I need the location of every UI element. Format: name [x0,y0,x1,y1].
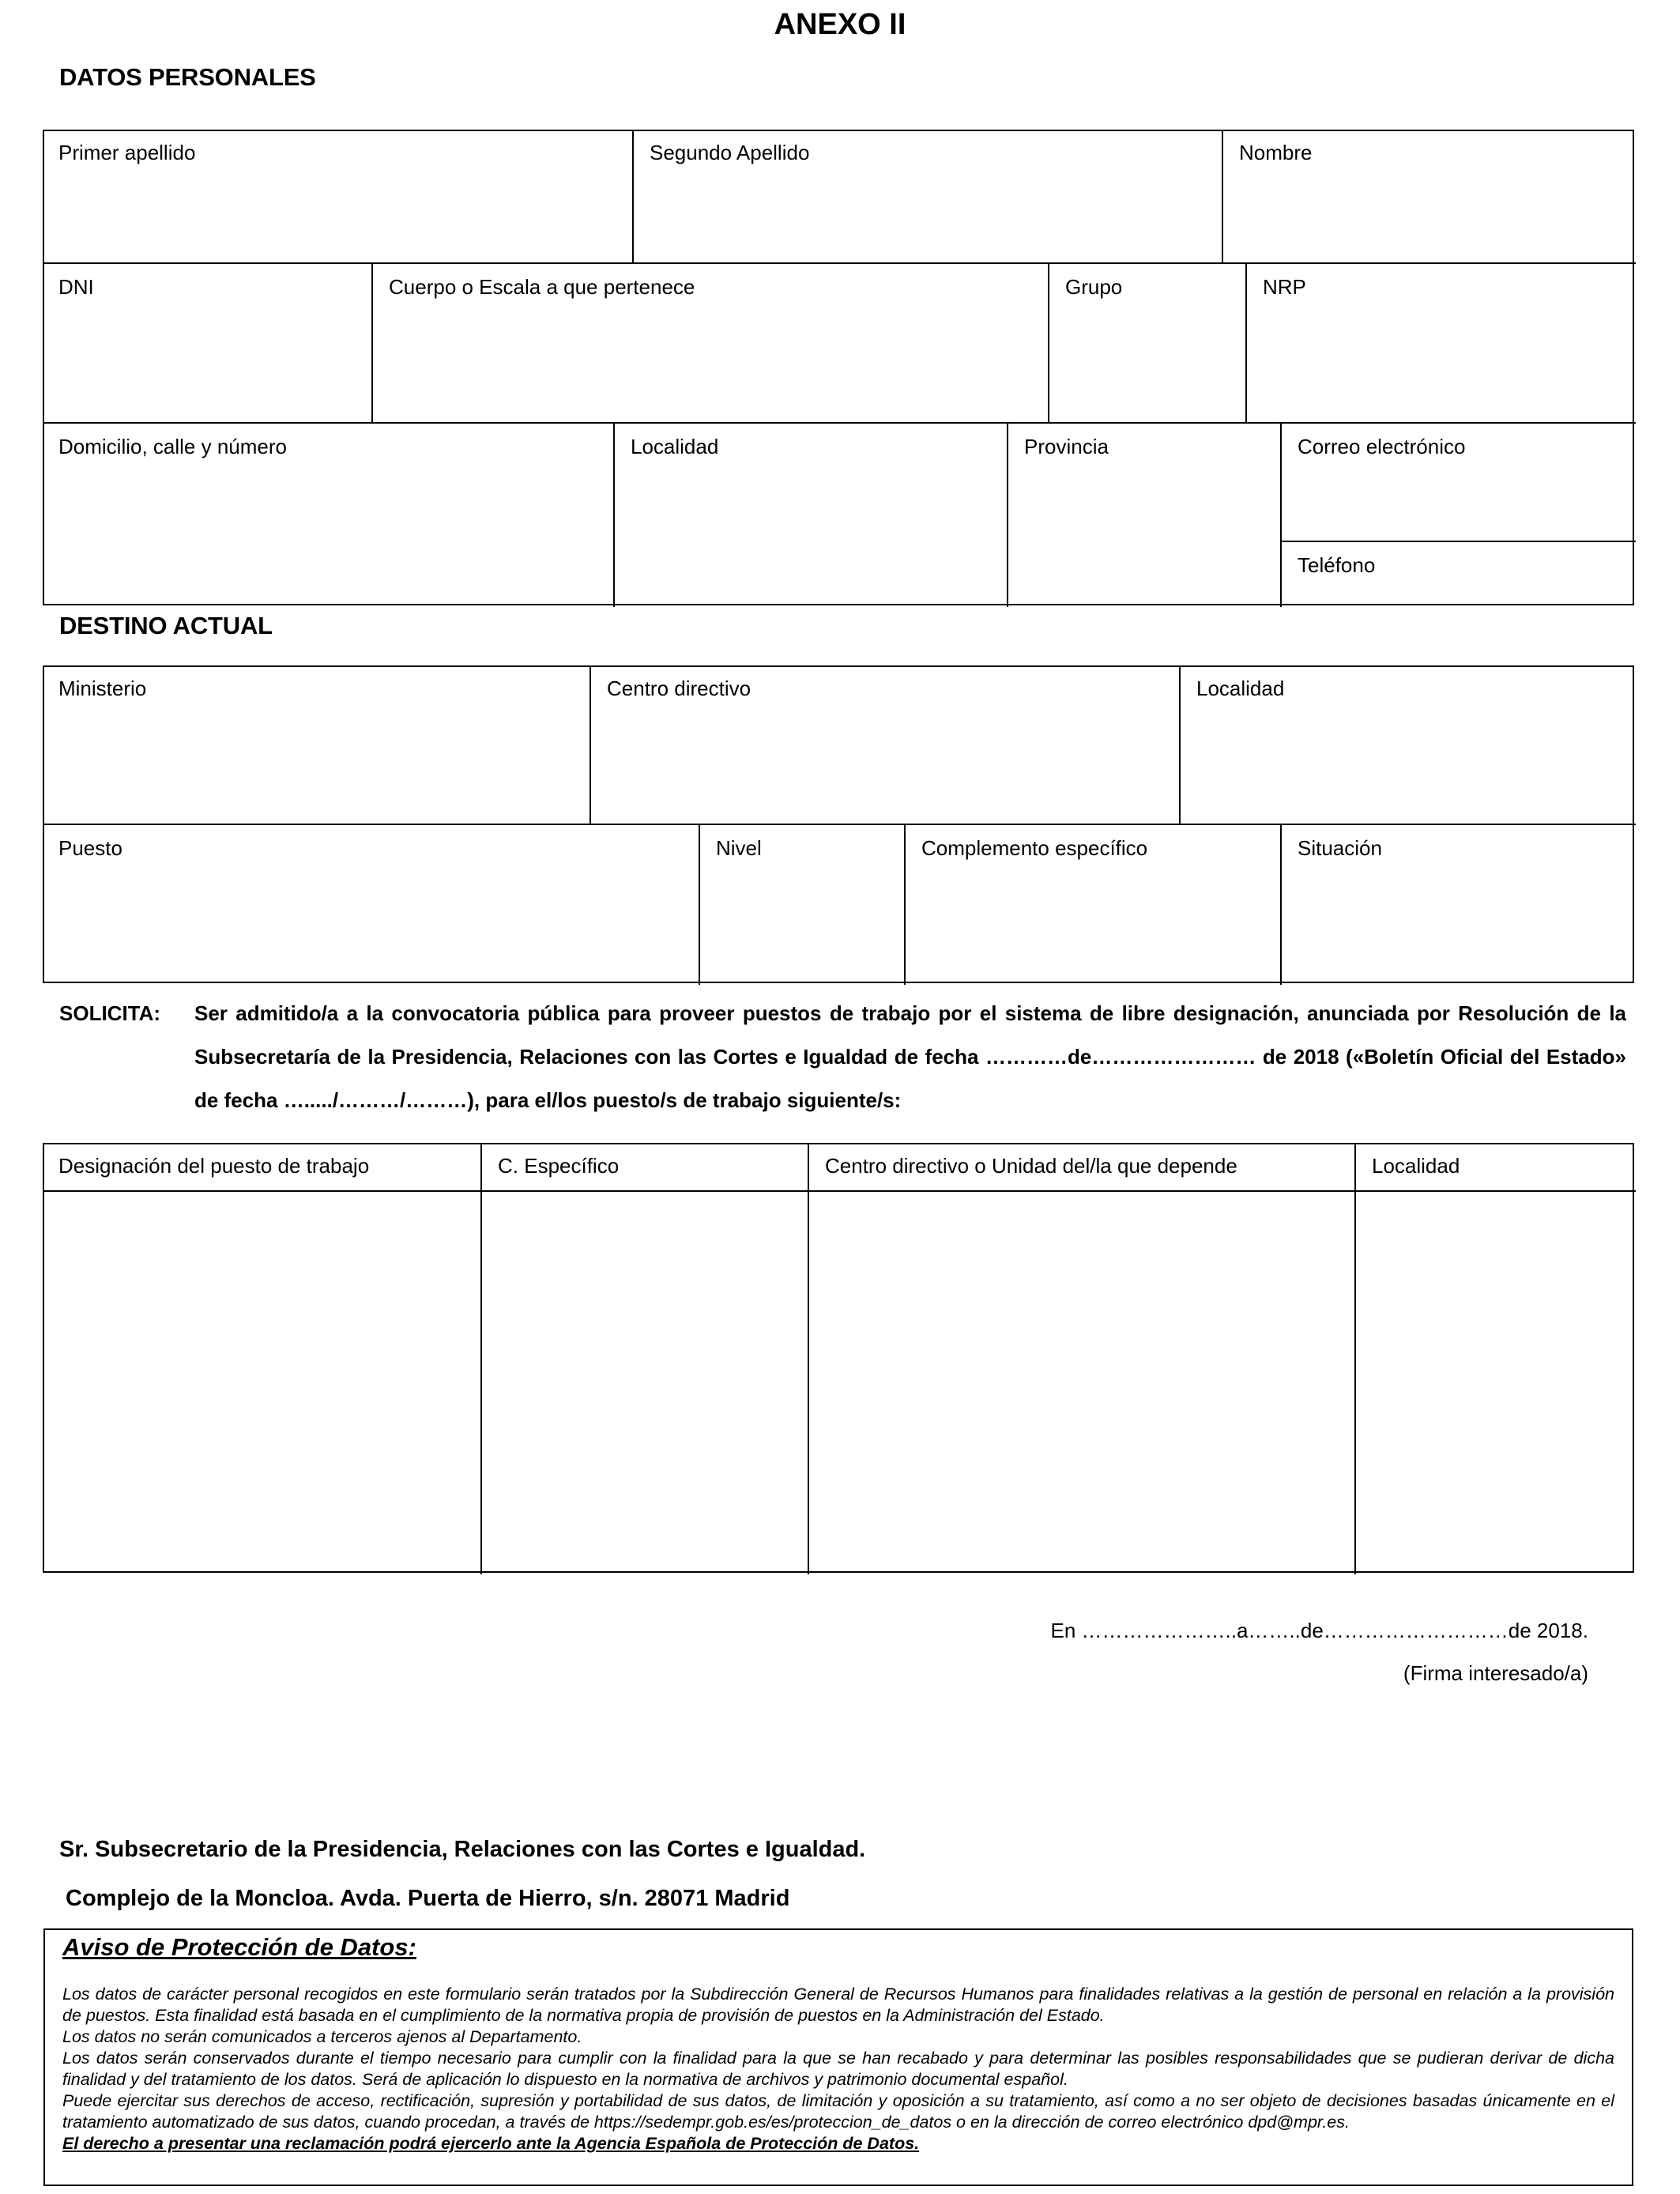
solicita-label: SOLICITA: [59,1001,161,1025]
table-cell-designacion[interactable] [43,1190,480,1574]
field-label: Segundo Apellido [650,141,810,164]
field-label: Ministerio [58,677,147,700]
signature-caption: (Firma interesado/a) [1403,1661,1588,1685]
field-label: Centro directivo [607,677,751,700]
field-label: Complemento específico [921,836,1148,860]
field-cuerpo-escala[interactable] [371,262,1048,422]
privacy-paragraph: Los datos de carácter personal recogidos en este formulario serán tratados por la Subdirección General de Recursos Humanos para finalidades relativas a la gestión de personal en relación a la provisión de puestos. Esta finalidad está basada en el cumplimiento de la normativa propia de provisión de puestos en la Administración del Estado. [62,1985,1614,2025]
field-localidad[interactable] [613,422,1007,607]
field-label: Grupo [1065,275,1123,299]
table-header-c-especifico [480,1143,808,1192]
field-provincia[interactable] [1007,422,1280,607]
field-primer-apellido[interactable] [43,130,632,264]
field-label: Nivel [716,836,762,860]
privacy-notice-body [62,1984,1614,2154]
signature-place-date: En …………………..a……..de………………………de 2018. [1050,1619,1588,1642]
column-header: Centro directivo o Unidad del/la que depende [825,1154,1237,1178]
column-header: Localidad [1372,1154,1460,1178]
column-header: C. Específico [498,1154,620,1178]
privacy-notice-title: Aviso de Protección de Datos: [62,1933,416,1961]
field-puesto[interactable] [43,824,699,985]
section-heading-datos-personales: DATOS PERSONALES [59,63,316,91]
field-label: Localidad [631,435,719,458]
privacy-paragraph: Los datos serán conservados durante el tiempo necesario para cumplir con la finalidad para la que se han recabado y para determinar las posibles responsabilidades que se pudieran derivar de dicha finalidad y del tratamiento de los datos. Será de aplicación lo dispuesto en la normativa de archivos y patrimonio documental español. [62,2049,1614,2089]
field-telefono[interactable] [1280,541,1636,607]
datos-personales-grid [43,130,1634,605]
field-situacion[interactable] [1280,824,1636,985]
field-label: Primer apellido [58,141,196,164]
table-header-centro-directivo [808,1143,1354,1192]
field-label: DNI [58,275,94,299]
section-heading-destino-actual: DESTINO ACTUAL [59,612,273,639]
field-label: Localidad [1196,677,1285,700]
field-nombre[interactable] [1222,130,1636,264]
solicita-text: Ser admitido/a a la convocatoria pública para proveer puestos de trabajo por el sistema de libre designación, anunciada por Resolución de la Subsecretaría de la Presidencia, Relaciones con las Cortes e Igualdad de fecha …………de…………………… de 2018 («Boletín Oficial del Estado» de fecha …...../………/………), para el/los puesto/s de trabajo siguiente/s: [194,1001,1626,1112]
field-complemento-especifico[interactable] [904,824,1280,985]
field-nivel[interactable] [699,824,904,985]
field-label: Cuerpo o Escala a que pertenece [389,275,695,299]
privacy-paragraph: Puede ejercitar sus derechos de acceso, rectificación, supresión y portabilidad de sus datos, de limitación y oposición a su tratamiento, así como a no ser objeto de decisiones basadas únicamente en el tratamiento automatizado de sus datos, cuando procedan, a través de https://sedempr.gob.es/es/proteccion_de_datos o en la dirección de correo electrónico dpd@mpr.es. [62,2091,1614,2132]
column-header: Designación del puesto de trabajo [58,1154,370,1178]
field-grupo[interactable] [1048,262,1245,422]
table-cell-localidad[interactable] [1354,1190,1636,1574]
addressee-line-1: Sr. Subsecretario de la Presidencia, Relaciones con las Cortes e Igualdad. [59,1837,866,1862]
privacy-paragraph: Los datos no serán comunicados a terceros ajenos al Departamento. [62,2027,582,2046]
field-localidad-destino[interactable] [1179,665,1636,825]
field-ministerio[interactable] [43,665,590,825]
field-label: Nombre [1239,141,1313,164]
field-domicilio[interactable] [43,422,613,607]
field-label: Puesto [58,836,122,860]
table-header-designacion [43,1143,480,1192]
privacy-closing: El derecho a presentar una reclamación podrá ejercerlo ante la Agencia Española de Protección de Datos. [62,2134,920,2153]
table-cell-c-especifico[interactable] [480,1190,808,1574]
field-label: Correo electrónico [1298,435,1466,458]
destino-actual-grid [43,665,1634,983]
privacy-notice-box [43,1928,1633,2186]
field-label: Situación [1298,836,1382,860]
field-label: NRP [1263,275,1306,299]
puestos-table [43,1143,1634,1573]
table-cell-centro-directivo[interactable] [808,1190,1354,1574]
field-centro-directivo[interactable] [590,665,1179,825]
table-header-localidad [1354,1143,1636,1192]
field-label: Provincia [1024,435,1109,458]
field-label: Domicilio, calle y número [58,435,287,458]
field-segundo-apellido[interactable] [632,130,1222,264]
field-dni[interactable] [43,262,371,422]
addressee-line-2: Complejo de la Moncloa. Avda. Puerta de Hierro, s/n. 28071 Madrid [66,1886,790,1911]
field-label: Teléfono [1298,553,1376,577]
document-title: ANEXO II [774,8,906,41]
field-nrp[interactable] [1245,262,1636,422]
field-correo-electronico[interactable] [1280,422,1636,542]
